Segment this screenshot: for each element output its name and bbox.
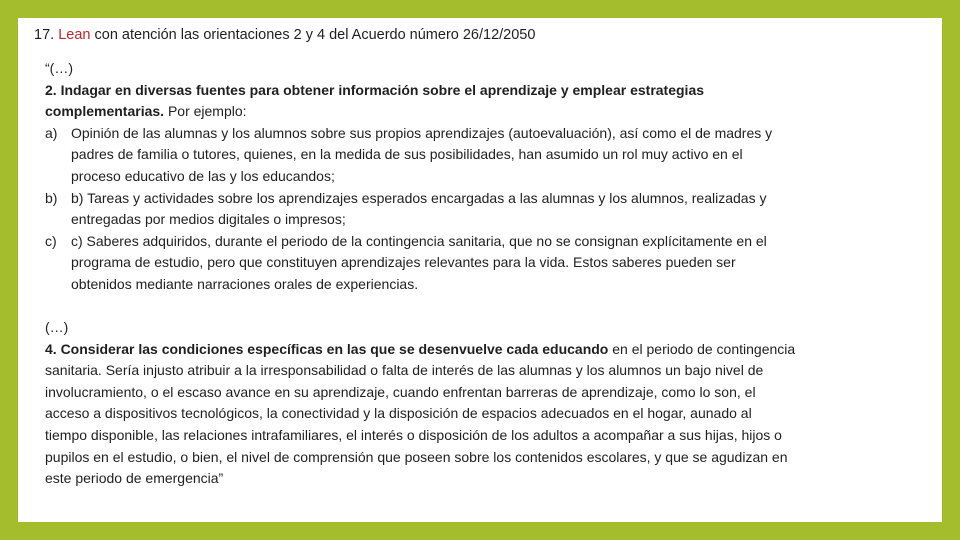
point-2-title-cont <box>45 101 915 123</box>
list-item-c <box>45 231 915 296</box>
paragraph-line: involucramiento, o el escaso avance en su aprendizaje, cuando enfrentan barreras de aprendizaje, como lo son, el <box>45 383 756 400</box>
point-4-title: 4. Considerar las condiciones específicas en las que se desenvuelve cada educando <box>45 340 609 357</box>
paragraph-line: pupilos en el estudio, o bien, el nivel de comprensión que poseen sobre los contenidos escolares, y que se agudizan en <box>45 448 788 465</box>
list-item-text: c) Saberes adquiridos, durante el periodo de la contingencia sanitaria, que no se consignan explícitamente en el <box>71 232 767 249</box>
slide <box>18 18 942 522</box>
list-item-line <box>45 123 915 145</box>
highlight-word: Lean <box>58 27 91 43</box>
paragraph-line: este periodo de emergencia” <box>45 470 224 487</box>
list-item-a <box>45 123 915 188</box>
list-item-text: b) Tareas y actividades sobre los aprendizajes esperados encargadas a las alumnas y los alumnos, realizadas y <box>71 189 767 206</box>
list-item-line <box>45 188 915 210</box>
orientation-4-block <box>45 317 915 490</box>
paragraph-line: sanitaria. Sería injusto atribuir a la irresponsabilidad o falta de interés de las alumnas y los alumnos un bajo nivel de <box>45 362 764 379</box>
list-marker: c) <box>45 232 57 249</box>
point-2-title-end: complementarias. <box>45 103 165 120</box>
list-item-line: entregadas por medios digitales o impresos; <box>71 211 346 228</box>
list-item-line <box>45 231 915 253</box>
list-marker: b) <box>45 189 58 206</box>
point-2-tail: Por ejemplo: <box>164 103 247 120</box>
list-item-text: Opinión de las alumnas y los alumnos sobre sus propios aprendizajes (autoevaluación), así como el de madres y <box>71 124 773 141</box>
orientation-2-block <box>45 58 915 296</box>
ellipsis: (…) <box>45 319 69 335</box>
point-4-first-line <box>45 339 915 361</box>
point-4-tail: en el periodo de contingencia <box>608 340 796 357</box>
list-item-b <box>45 188 915 231</box>
list-item-line: proceso educativo de las y los educandos; <box>71 167 335 184</box>
point-2-title: 2. Indagar en diversas fuentes para obtener información sobre el aprendizaje y emplear estrategias <box>45 81 705 98</box>
question-number: 17. <box>34 27 55 43</box>
list-marker: a) <box>45 124 58 141</box>
paragraph-line: tiempo disponible, las relaciones intrafamiliares, el interés o disposición de los adultos a acompañar a sus hijas, hijos o <box>45 426 782 443</box>
list-item-line: programa de estudio, pero que constituyen aprendizajes relevantes para la vida. Estos saberes pueden ser <box>71 254 736 271</box>
open-quote: “(…) <box>45 60 73 76</box>
heading-text: con atención las orientaciones 2 y 4 del Acuerdo número 26/12/2050 <box>94 27 536 43</box>
question-heading <box>34 26 535 44</box>
paragraph-line: acceso a dispositivos tecnológicos, la conectividad y la disposición de espacios adecuados en el hogar, aunado al <box>45 405 752 422</box>
list-item-line: obtenidos mediante narraciones orales de experiencias. <box>71 275 419 292</box>
list-item-line: padres de familia o tutores, quienes, en la medida de sus posibilidades, han asumido un rol muy activo en el <box>71 146 743 163</box>
